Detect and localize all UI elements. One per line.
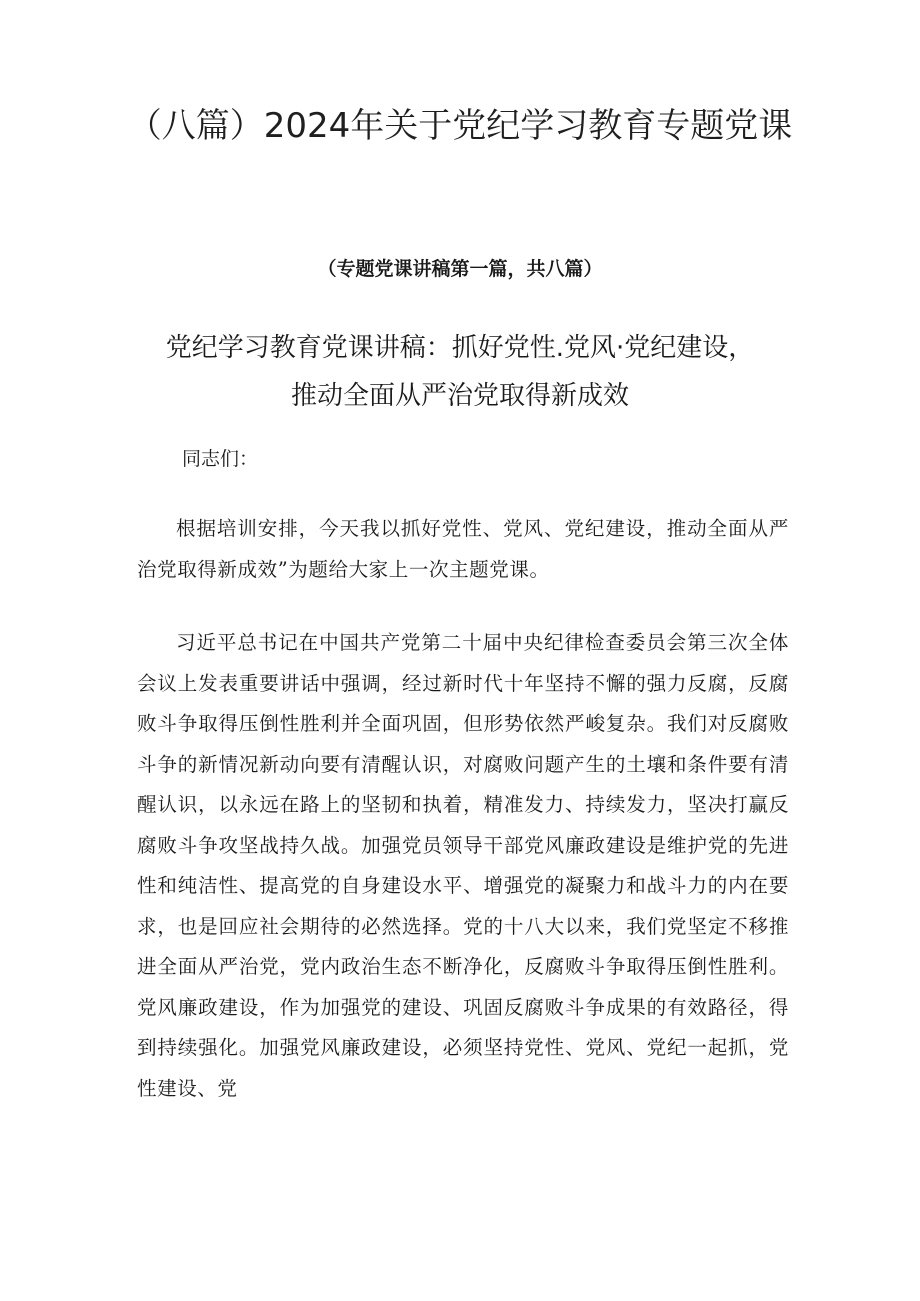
greeting: 同志们： [182,448,259,470]
document-title: （八篇）2024年关于党纪学习教育专题党课 [127,106,793,146]
document-subtitle: （专题党课讲稿第一篇，共八篇） [317,258,603,280]
body-paragraph: 习近平总书记在中国共产党第二十届中央纪律检查委员会第三次全体会议上发表重要讲话中强调，经过新时代十年坚持不懈的强力反腐，反腐败斗争取得压倒性胜利并全面巩固，但形势依然严峻复杂。我们对反腐败斗争的新情况新动向要有清醒认识，对腐败问题产生的土壤和条件要有清醒认识，以永远在路上的坚韧和执着，精准发力、持续发力，坚决打赢反腐败斗争攻坚战持久战。加强党员领导干部党风廉政建设是维护党的先进性和纯洁性、提高党的自身建设水平、增强党的凝聚力和战斗力的内在要求，也是回应社会期待的必然选择。党的十八大以来，我们党坚定不移推进全面从严治党，党内政治生态不断净化，反腐败斗争取得压倒性胜利。党风廉政建设，作为加强党的建设、巩固反腐败斗争成果的有效路径，得到持续强化。加强党风廉政建设，必须坚持党性、党风、党纪一起抓，党性建设、党 [137,631,789,1100]
section-title: 党纪学习教育党课讲稿：抓好党性.党风·党纪建设，推动全面从严治党取得新成效 [165,333,755,411]
body-paragraph: 根据培训安排，今天我以抓好党性、党风、党纪建设，推动全面从严治党取得新成效”为题给大家上一次主题党课。 [137,517,789,581]
